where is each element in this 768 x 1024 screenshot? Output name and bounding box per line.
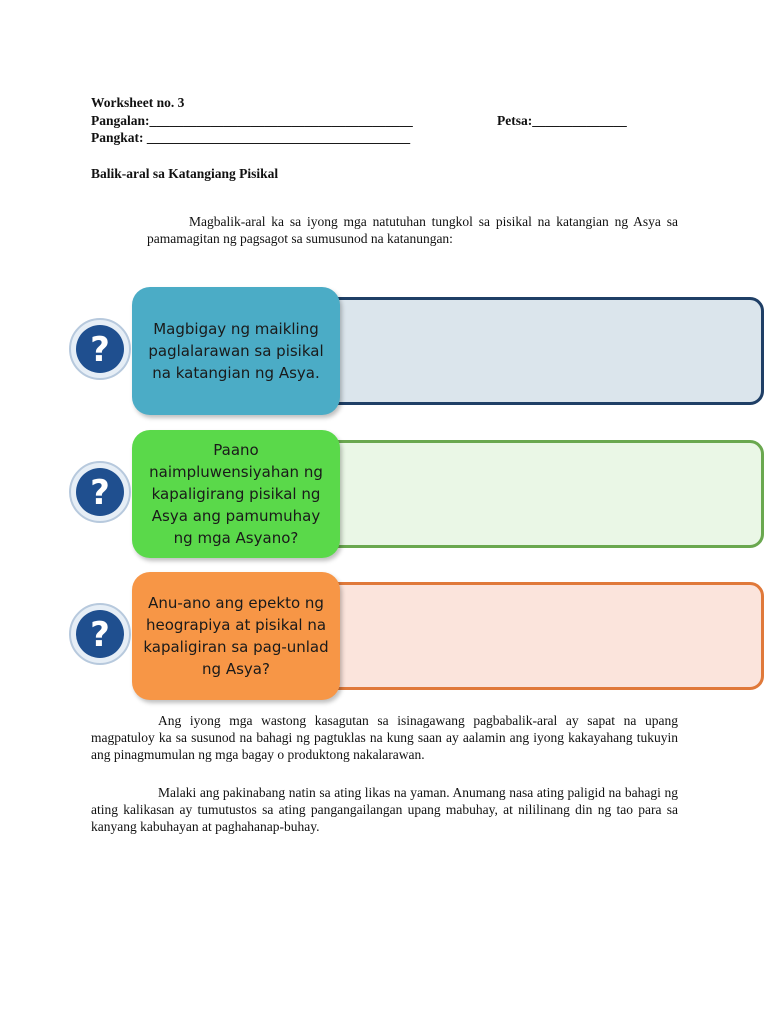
- name-field[interactable]: Pangalan:_______________________________________: [91, 113, 413, 128]
- answer-box-3[interactable]: [312, 582, 764, 690]
- svg-text:?: ?: [90, 615, 110, 655]
- question-box-1: Magbigay ng maikling paglalarawan sa pisikal na katangian ng Asya.: [132, 287, 340, 415]
- paragraph-2: Malaki ang pakinabang natin sa ating likas na yaman. Anumang nasa ating paligid na bahagi ng ating kalikasan ay tumutustos sa ating pangangailangan upang mabuhay, at nililinang din ng tao para sa kanyang kabuhayan at paghahanap-buhay.: [91, 785, 678, 834]
- question-row-3: [62, 572, 712, 702]
- question-mark-icon: [68, 602, 132, 666]
- question-row-1: [62, 287, 712, 417]
- date-field[interactable]: Petsa:______________: [497, 113, 627, 128]
- group-field[interactable]: Pangkat: _______________________________________: [91, 130, 411, 145]
- question-mark-icon: [68, 317, 132, 381]
- question-box-3: Anu-ano ang epekto ng heograpiya at pisikal na kapaligiran sa pag-unlad ng Asya?: [132, 572, 340, 700]
- question-row-2: [62, 430, 712, 560]
- worksheet-number: Worksheet no. 3: [91, 95, 185, 110]
- question-mark-icon: [68, 460, 132, 524]
- answer-box-1[interactable]: [312, 297, 764, 405]
- question-box-2: Paano naimpluwensiyahan ng kapaligirang pisikal ng Asya ang pamumuhay ng mga Asyano?: [132, 430, 340, 558]
- paragraph-1: Ang iyong mga wastong kasagutan sa isinagawang pagbabalik-aral ay sapat na upang magpatuloy ka sa susunod na bahagi ng pagtuklas na kung saan ay aalamin ang iyong kakayahang tukuyin ang pinagmumulan ng mga bagay o produktong nakalarawan.: [91, 713, 678, 762]
- intro-paragraph: Magbalik-aral ka sa iyong mga natutuhan tungkol sa pisikal na katangian ng Asya sa pamamagitan ng pagsagot sa sumusunod na katanungan:: [147, 214, 678, 246]
- section-title: Balik-aral sa Katangiang Pisikal: [91, 166, 279, 181]
- svg-text:?: ?: [90, 330, 110, 370]
- answer-box-2[interactable]: [312, 440, 764, 548]
- svg-text:?: ?: [90, 473, 110, 513]
